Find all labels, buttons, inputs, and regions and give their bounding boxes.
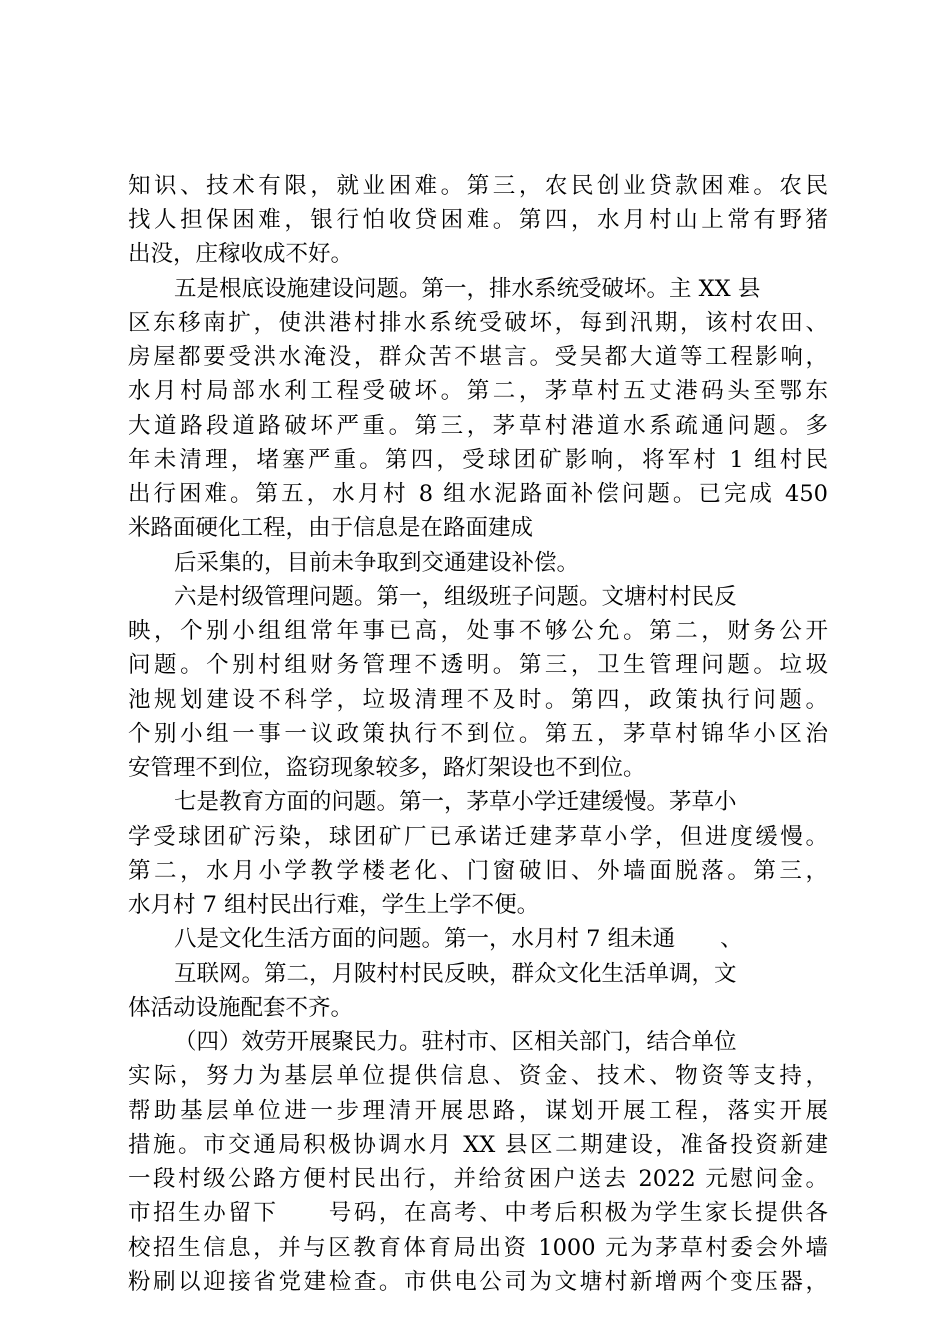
text-line: 帮助基层单位进一步理清开展思路，谋划开展工程，落实开展 — [128, 1098, 828, 1124]
text-line: 问题。个别村组财务管理不透明。第三，卫生管理问题。垃圾 — [128, 652, 828, 678]
text-line: 学受球团矿污染，球团矿厂已承诺迁建茅草小学，但进度缓慢。 — [128, 824, 828, 850]
text-line: 互联网。第二，月陂村村民反映，群众文化生活单调，文 — [174, 961, 737, 987]
text-line: 找人担保困难，银行怕收贷困难。第四，水月村山上常有野猪 — [128, 207, 828, 233]
text-line: 六是村级管理问题。第一，组级班子问题。文塘村村民反 — [174, 584, 737, 610]
text-line: 映，个别小组组常年事已高，处事不够公允。第二，财务公开 — [128, 618, 828, 644]
text-line: 五是根底设施建设问题。第一，排水系统受破坏。主 XX 县 — [174, 276, 761, 302]
text-line: （四）效劳开展聚民力。驻村市、区相关部门，结合单位 — [174, 1029, 737, 1055]
text-line: 知识、技术有限，就业困难。第三，农民创业贷款困难。农民 — [128, 173, 828, 199]
text-line: 年未清理，堵塞严重。第四，受球团矿影响，将军村 1 组村民 — [128, 447, 828, 473]
text-line: 实际，努力为基层单位提供信息、资金、技术、物资等支持， — [128, 1063, 828, 1089]
text-line: 区东移南扩，使洪港村排水系统受破坏，每到汛期，该村农田、 — [128, 310, 828, 336]
text-line: 措施。市交通局积极协调水月 XX 县区二期建设，准备投资新建 — [128, 1132, 828, 1158]
text-line: 校招生信息，并与区教育体育局出资 1000 元为茅草村委会外墙 — [128, 1235, 828, 1261]
text-line: 体活动设施配套不齐。 — [128, 995, 354, 1021]
text-line: 第二，水月小学教学楼老化、门窗破旧、外墙面脱落。第三， — [128, 858, 828, 884]
text-line: 八是文化生活方面的问题。第一，水月村 7 组未通 、 — [174, 926, 743, 952]
text-line: 市招生办留下 号码，在高考、中考后积极为学生家长提供各 — [128, 1200, 828, 1226]
text-line: 池规划建设不科学，垃圾清理不及时。第四，政策执行问题。 — [128, 687, 828, 713]
text-line: 七是教育方面的问题。第一，茅草小学迁建缓慢。茅草小 — [174, 789, 737, 815]
text-line: 水月村 7 组村民出行难，学生上学不便。 — [128, 892, 540, 918]
text-line: 房屋都要受洪水淹没，群众苦不堪言。受吴都大道等工程影响， — [128, 344, 828, 370]
text-line: 后采集的，目前未争取到交通建设补偿。 — [174, 550, 580, 576]
text-line: 出行困难。第五，水月村 8 组水泥路面补偿问题。已完成 450 — [128, 481, 828, 507]
text-line: 一段村级公路方便村民出行，并给贫困户送去 2022 元慰问金。 — [128, 1166, 828, 1192]
text-line: 粉刷以迎接省党建检查。市供电公司为文塘村新增两个变压器， — [128, 1269, 828, 1295]
text-line: 水月村局部水利工程受破坏。第二，茅草村五丈港码头至鄂东 — [128, 378, 828, 404]
text-line: 出没，庄稼收成不好。 — [128, 241, 354, 267]
text-line: 米路面硬化工程，由于信息是在路面建成 — [128, 515, 534, 541]
text-line: 安管理不到位，盗窃现象较多，路灯架设也不到位。 — [128, 755, 646, 781]
text-line: 个别小组一事一议政策执行不到位。第五，茅草村锦华小区治 — [128, 721, 828, 747]
text-line: 大道路段道路破坏严重。第三，茅草村港道水系疏通问题。多 — [128, 413, 828, 439]
